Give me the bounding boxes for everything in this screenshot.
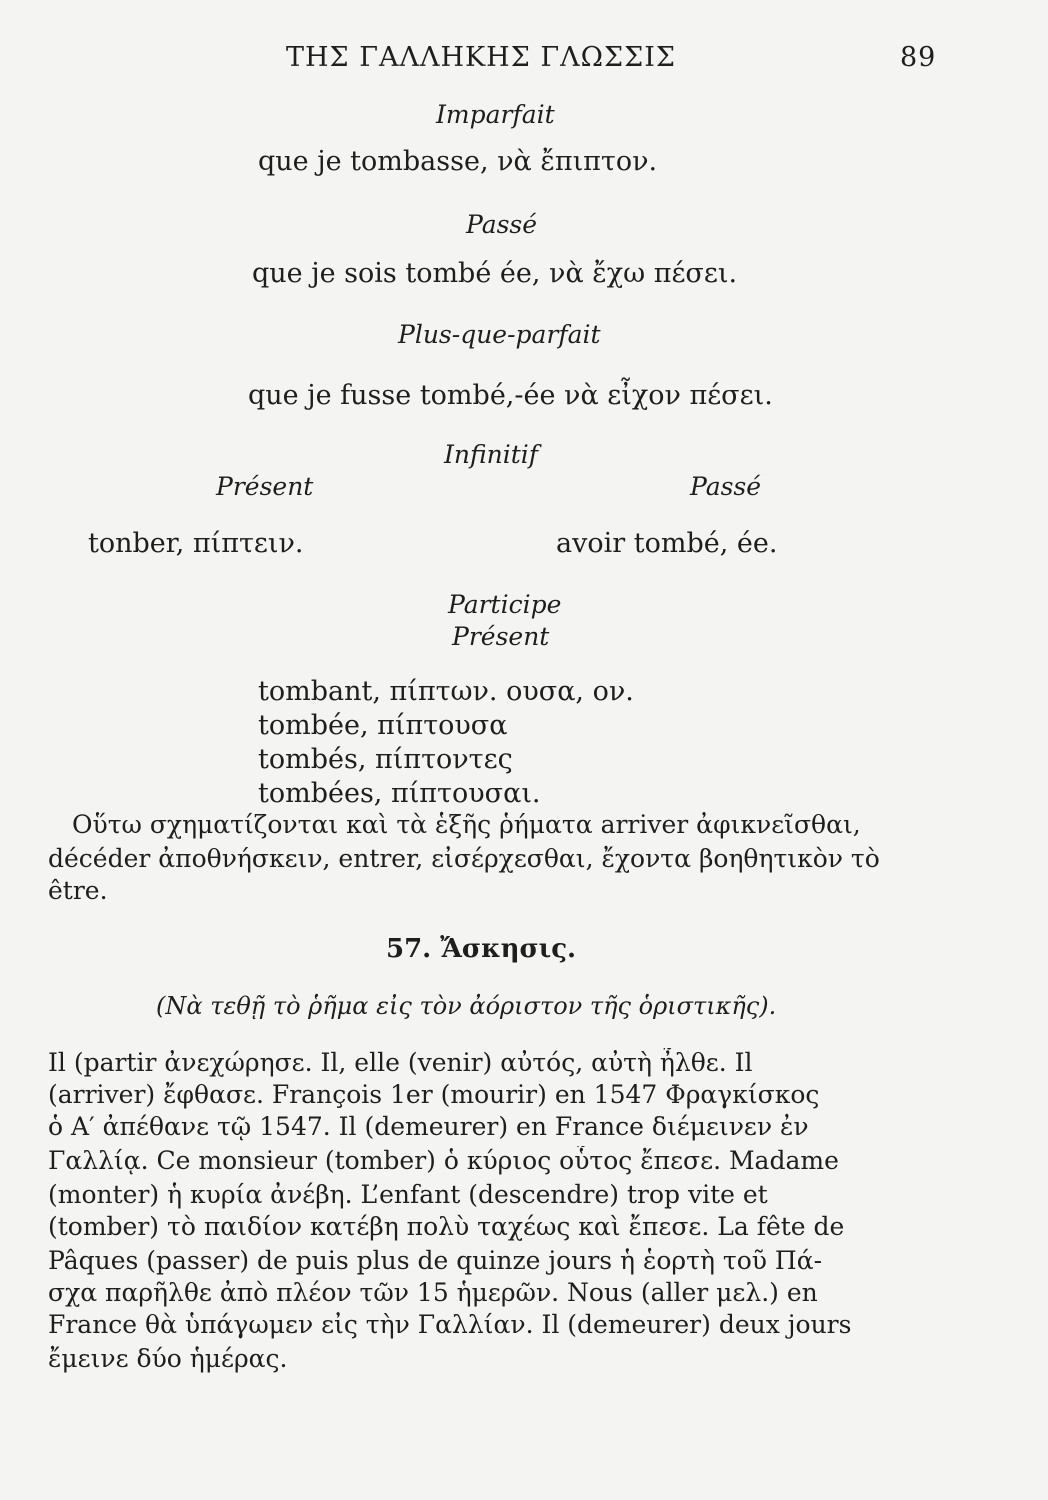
heading-plus-que-parfait: Plus-que-parfait	[398, 320, 601, 349]
exercise-line: (monter) ἡ κυρία ἀνέβη. L’enfant (descendre) trop vite et	[48, 1180, 768, 1209]
line-imparfait: que je tombasse, νὰ ἔπιπτον.	[258, 146, 658, 177]
participe-line: tombée, πίπτουσα	[258, 710, 508, 741]
heading-participe-present: Présent	[452, 622, 550, 651]
note-line: être.	[48, 876, 108, 905]
exercise-instruction: (Νὰ τεθῇ τὸ ῥῆμα εἰς τὸν ἀόριστον τῆς ὁριστικῆς).	[156, 992, 777, 1020]
exercise-line: (tomber) τὸ παιδίον κατέβη πολὺ ταχέως καὶ ἔπεσε. La fête de	[48, 1212, 845, 1241]
heading-passe: Passé	[466, 210, 538, 239]
exercise-line: σχα παρῆλθε ἀπὸ πλέον τῶν 15 ἡμερῶν. Nous (aller μελ.) en	[48, 1278, 818, 1307]
running-header: ΤΗΣ ΓΑΛΛΗΚΗΣ ΓΛΩΣΣΙΣ	[286, 42, 676, 73]
exercise-line: France θὰ ὑπάγωμεν εἰς τὴν Γαλλίαν. Il (demeurer) deux jours	[48, 1310, 852, 1339]
exercise-title: 57. Ἄσκησις.	[386, 934, 577, 964]
participe-line: tombés, πίπτοντες	[258, 744, 513, 775]
line-infinitif-passe: avoir tombé, ée.	[556, 528, 778, 559]
heading-infinitif: Infinitif	[444, 440, 539, 469]
note-line: décéder ἀποθνήσκειν, entrer, εἰσέρχεσθαι, ἔχοντα βοηθητικὸν τὸ	[48, 844, 880, 873]
note-line: Οὕτω σχηματίζονται καὶ τὰ ἑξῆς ῥήματα arriver ἀφικνεῖσθαι,	[72, 810, 861, 839]
exercise-line: Il (partir ἀνεχώρησε. Il, elle (venir) αὐτός, αὐτὴ ἦλθε. Il	[48, 1048, 753, 1077]
heading-imparfait: Imparfait	[436, 100, 555, 129]
heading-infinitif-passe: Passé	[690, 472, 762, 501]
exercise-line: ὁ Α′ ἀπέθανε τῷ 1547. Il (demeurer) en France διέμεινεν ἐν	[48, 1112, 809, 1141]
participe-line: tombées, πίπτουσαι.	[258, 778, 541, 809]
heading-participe: Participe	[448, 590, 562, 619]
line-plus-que-parfait: que je fusse tombé,-ée νὰ εἶχον πέσει.	[248, 380, 773, 411]
exercise-line: (arriver) ἔφθασε. François 1er (mourir) en 1547 Φραγκίσκος	[48, 1080, 820, 1109]
exercise-line: Γαλλίᾳ. Ce monsieur (tomber) ὁ κύριος οὗτος ἔπεσε. Madame	[48, 1146, 839, 1175]
line-infinitif-present: tonber, πίπτειν.	[88, 528, 304, 559]
page-number: 89	[900, 42, 937, 73]
line-passe: que je sois tombé ée, νὰ ἔχω πέσει.	[252, 258, 738, 289]
exercise-line: Pâques (passer) de puis plus de quinze jours ἡ ἑορτὴ τοῦ Πά-	[48, 1246, 823, 1275]
participe-line: tombant, πίπτων. ουσα, ον.	[258, 676, 634, 707]
heading-infinitif-present: Présent	[216, 472, 314, 501]
exercise-line: ἔμεινε δύο ἡμέρας.	[48, 1344, 288, 1373]
